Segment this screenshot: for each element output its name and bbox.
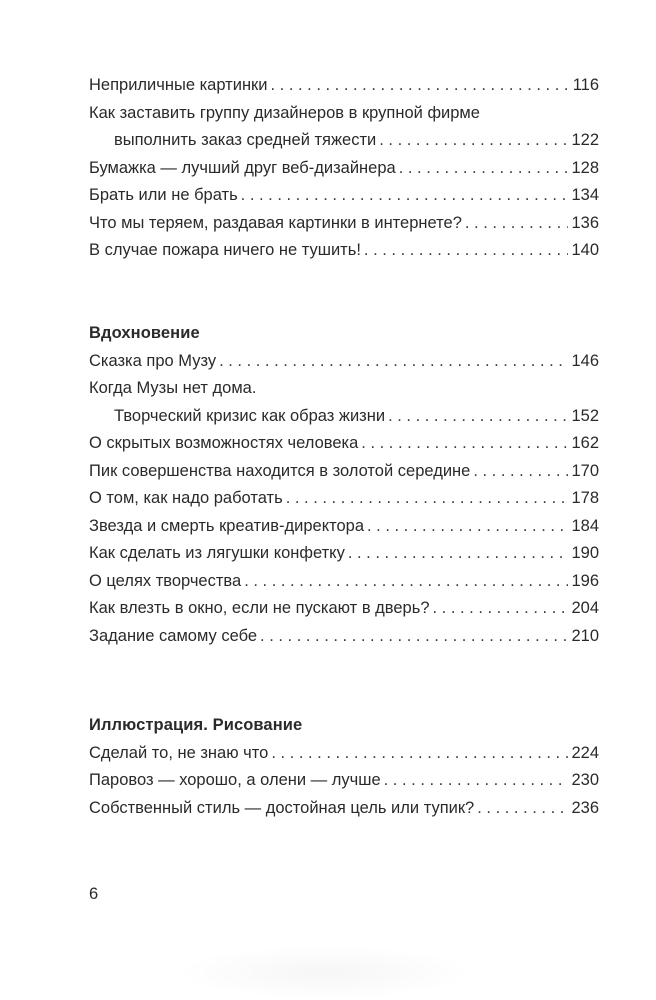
toc-entry-title: Сказка про Музу [89,351,217,370]
toc-entry [89,740,599,768]
toc-entry-title: О том, как надо работать [89,489,283,507]
dot-leader [348,540,569,568]
dot-leader [399,155,569,183]
toc-section-1 [89,72,599,265]
toc-entry-title: Творческий кризис как образ жизни [114,406,386,425]
toc-page-number: 230 [571,771,599,789]
dot-leader [271,740,568,768]
dot-leader [477,795,568,823]
toc-entry-line [89,540,599,568]
toc-entry [89,430,599,458]
section-heading: Вдохновение [89,324,200,342]
toc-page-number: 122 [571,131,599,149]
toc-entry-title: Паровоз — хорошо, а олени — лучше [89,771,381,789]
toc-entry [89,623,599,651]
toc-page-number: 178 [571,489,599,507]
toc-entry [89,237,599,265]
dot-leader [219,348,568,376]
toc-entry-line [89,237,599,265]
dot-leader [379,127,568,155]
toc-entry [89,375,599,430]
dot-leader [388,403,568,431]
toc-entry-line [89,740,599,768]
toc-page-number: 236 [571,798,599,817]
toc-entry-line [89,100,599,128]
dot-leader [367,513,568,541]
toc-entry [89,100,599,155]
toc-entry [89,485,599,513]
toc-entry-line [89,348,599,376]
toc-entry-line [89,210,599,238]
toc-entry-title: Звезда и смерть креатив-директора [89,516,364,535]
toc-entry-line [89,767,599,795]
dot-leader [271,72,570,100]
paper-smudge [175,945,475,1000]
toc-entry-title: Собственный стиль — достойная цель или тупик? [89,798,475,817]
toc-entry-title: Задание самому себе [89,626,258,645]
dot-leader [286,485,569,513]
toc-entry-line [89,127,599,155]
toc-entry [89,458,599,486]
toc-entry-title: выполнить заказ средней тяжести [114,131,377,149]
toc-page-number: 196 [571,571,599,590]
toc-entry-line [89,72,599,100]
toc-section-2 [89,320,599,650]
toc-page-number: 184 [571,516,599,535]
toc-page-number: 140 [571,241,599,259]
toc-entry-title: В случае пожара ничего не тушить! [89,241,361,259]
toc-entry-line [89,458,599,486]
toc-page-number: 128 [571,158,599,177]
toc-page-number: 170 [571,461,599,480]
dot-leader [241,182,569,210]
toc-entry-line [89,513,599,541]
toc-entry-title: Бумажка — лучший друг веб-дизайнера [89,158,396,177]
toc-entry [89,155,599,183]
toc-page-number: 204 [571,599,599,617]
toc-entry-title: О целях творчества [89,571,242,590]
toc-page-number: 146 [571,351,599,370]
toc-entry-line [89,155,599,183]
toc-entry [89,182,599,210]
section-heading: Иллюстрация. Рисование [89,716,303,734]
toc-entry-title: Неприличные картинки [89,76,268,94]
toc-entry-title: Когда Музы нет дома. [89,379,257,397]
dot-leader [244,568,568,596]
toc-entry [89,513,599,541]
toc-entry [89,595,599,623]
toc-entry-line [89,403,599,431]
toc-entry-title: Как заставить группу дизайнеров в крупной фирме [89,103,480,122]
toc-page-number: 224 [571,743,599,762]
toc-page-number: 152 [571,406,599,425]
toc-entry [89,540,599,568]
dot-leader [361,430,568,458]
toc-entry [89,72,599,100]
toc-entry-line [89,430,599,458]
toc-entry [89,210,599,238]
toc-page-number: 190 [571,544,599,562]
toc-entry-title: Брать или не брать [89,186,238,204]
dot-leader [260,623,568,651]
dot-leader [384,767,569,795]
toc-entry-title: Пик совершенства находится в золотой середине [89,461,471,480]
toc-entry-line [89,568,599,596]
toc-entry-title: Что мы теряем, раздавая картинки в интернете? [89,213,462,232]
toc-entry-title: Сделай то, не знаю что [89,743,269,762]
toc-page-number: 210 [571,626,599,645]
toc-entry-line [89,182,599,210]
toc-page-number: 116 [572,76,599,94]
toc-entry [89,795,599,823]
toc-entry-line [89,595,599,623]
toc-entry-title: О скрытых возможностях человека [89,434,359,452]
toc-entry [89,767,599,795]
toc-entry [89,348,599,376]
toc-entry-title: Как влезть в окно, если не пускают в дверь? [89,599,430,617]
dot-leader [473,458,568,486]
toc-entry-line [89,375,599,403]
page-number: 6 [89,885,99,903]
toc-page-number: 134 [571,186,599,204]
dot-leader [465,210,569,238]
toc-page-number: 162 [571,434,599,452]
toc-entry-line [89,795,599,823]
toc-entry-line [89,623,599,651]
dot-leader [433,595,569,623]
toc-page-number: 136 [571,213,599,232]
toc-entry [89,568,599,596]
toc-section-3 [89,712,599,822]
toc-entry-line [89,485,599,513]
toc-entry-title: Как сделать из лягушки конфетку [89,544,345,562]
dot-leader [364,237,569,265]
